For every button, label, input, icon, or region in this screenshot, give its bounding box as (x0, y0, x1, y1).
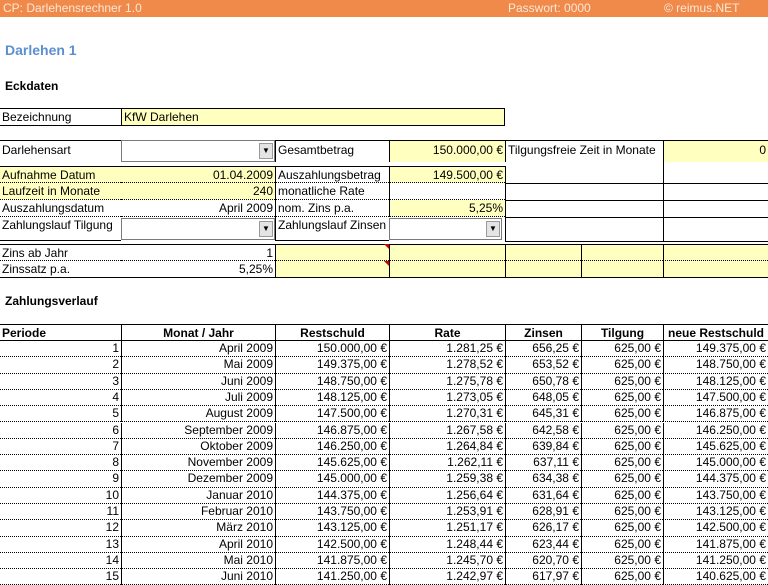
cell-zinsen: 650,78 € (505, 374, 581, 390)
cell-periode: 14 (0, 553, 121, 569)
zahlungsverlauf-table (0, 324, 768, 584)
col-header-zinsen: Zinsen (505, 324, 581, 341)
grid-line (663, 140, 664, 241)
cell-rate: 1.273,05 € (389, 390, 505, 406)
cell-periode: 15 (0, 569, 121, 585)
cell-rate: 1.253,91 € (389, 504, 505, 520)
darlehensart-label: Darlehensart (0, 140, 121, 162)
cell-restschuld: 145.625,00 € (275, 455, 389, 471)
comment-indicator-icon[interactable] (384, 244, 389, 249)
cell-zinsen: 628,91 € (505, 504, 581, 520)
cell-neue-restschuld: 146.875,00 € (663, 406, 768, 422)
cell-zinsen: 642,58 € (505, 423, 581, 439)
cell-neue-restschuld: 145.625,00 € (663, 439, 768, 455)
cell-periode: 6 (0, 423, 121, 439)
cell-restschuld: 147.500,00 € (275, 406, 389, 422)
zins-stufe-cell[interactable] (505, 244, 581, 261)
cell-restschuld: 144.375,00 € (275, 488, 389, 504)
cell-zinsen: 626,17 € (505, 520, 581, 536)
cell-neue-restschuld: 148.750,00 € (663, 357, 768, 373)
cell-restschuld: 148.750,00 € (275, 374, 389, 390)
cell-rate: 1.281,25 € (389, 341, 505, 357)
cell-monat: Oktober 2009 (121, 439, 275, 455)
app-title: CP: Darlehensrechner 1.0 (3, 1, 142, 15)
nomzins-value: 5,25% (389, 200, 505, 217)
col-header-restschuld: Restschuld (275, 324, 389, 341)
aufnahme-label: Aufnahme Datum (0, 166, 121, 183)
cell-zinsen: 631,64 € (505, 488, 581, 504)
zinssatz-stufe-cell[interactable] (389, 261, 505, 278)
cell-monat: Juli 2009 (121, 390, 275, 406)
cell-periode: 4 (0, 390, 121, 406)
cell-zinsen: 620,70 € (505, 553, 581, 569)
cell-periode: 9 (0, 471, 121, 487)
cell-restschuld: 142.500,00 € (275, 537, 389, 553)
cell-rate: 1.259,38 € (389, 471, 505, 487)
col-header-tilgung: Tilgung (581, 324, 663, 341)
cell-restschuld: 141.250,00 € (275, 569, 389, 585)
cell-periode: 13 (0, 537, 121, 553)
bezeichnung-label: Bezeichnung (0, 108, 121, 126)
cell-rate: 1.256,64 € (389, 488, 505, 504)
zinssatz-stufe-cell[interactable] (581, 261, 663, 278)
darlehensart-dropdown[interactable] (121, 140, 275, 162)
chevron-down-icon[interactable]: ▼ (486, 221, 500, 237)
cell-tilgung: 625,00 € (581, 537, 663, 553)
app-title-bar (0, 0, 768, 17)
cell-rate: 1.245,70 € (389, 553, 505, 569)
chevron-down-icon[interactable]: ▼ (259, 221, 273, 237)
cell-rate: 1.267,58 € (389, 423, 505, 439)
cell-tilgung: 625,00 € (581, 569, 663, 585)
cell-periode: 3 (0, 374, 121, 390)
rate-label: monatliche Rate (275, 183, 389, 200)
cell-neue-restschuld: 148.125,00 € (663, 374, 768, 390)
zinssatz-stufe-cell[interactable] (505, 261, 581, 278)
eckdaten-heading: Eckdaten (5, 79, 59, 93)
grid-line (505, 166, 506, 241)
cell-monat: August 2009 (121, 406, 275, 422)
cell-monat: November 2009 (121, 455, 275, 471)
cell-zinsen: 639,84 € (505, 439, 581, 455)
laufzeit-input[interactable]: 240 (121, 183, 275, 200)
cell-zinsen: 634,38 € (505, 471, 581, 487)
cell-neue-restschuld: 141.875,00 € (663, 537, 768, 553)
zins-ab-value: 1 (121, 244, 275, 261)
cell-zinsen: 656,25 € (505, 341, 581, 357)
cell-periode: 10 (0, 488, 121, 504)
cell-rate: 1.264,84 € (389, 439, 505, 455)
cell-tilgung: 625,00 € (581, 471, 663, 487)
zahlungslauf-tilgung-dropdown[interactable] (121, 218, 275, 240)
grid-line (505, 183, 768, 184)
nomzins-label: nom. Zins p.a. (275, 200, 389, 217)
zahlungslauf-zinsen-dropdown[interactable] (389, 218, 502, 240)
cell-restschuld: 143.750,00 € (275, 504, 389, 520)
cell-rate: 1.262,11 € (389, 455, 505, 471)
cell-rate: 1.278,52 € (389, 357, 505, 373)
chevron-down-icon[interactable]: ▼ (259, 143, 273, 159)
grid-line (505, 217, 768, 218)
cell-periode: 1 (0, 341, 121, 357)
laufzeit-label: Laufzeit in Monate (0, 183, 121, 200)
col-header-neue-restschuld: neue Restschuld (663, 324, 768, 341)
cell-tilgung: 625,00 € (581, 553, 663, 569)
password-label: Passwort: 0000 (508, 1, 591, 15)
zins-ab-label: Zins ab Jahr (0, 244, 121, 261)
cell-monat: April 2009 (121, 341, 275, 357)
auszahlungsdatum-value: April 2009 (121, 200, 275, 217)
cell-rate: 1.251,17 € (389, 520, 505, 536)
zinssatz-stufe-cell[interactable] (275, 261, 389, 278)
auszahlungsbetrag-value: 149.500,00 € (389, 166, 505, 183)
cell-tilgung: 625,00 € (581, 520, 663, 536)
cell-rate: 1.275,78 € (389, 374, 505, 390)
tilgungsfrei-input[interactable]: 0 (663, 140, 768, 162)
cell-tilgung: 625,00 € (581, 341, 663, 357)
zinssatz-label: Zinssatz p.a. (0, 261, 121, 278)
zins-stufe-cell[interactable] (389, 244, 505, 261)
cell-neue-restschuld: 144.375,00 € (663, 471, 768, 487)
cell-tilgung: 625,00 € (581, 488, 663, 504)
cell-tilgung: 625,00 € (581, 374, 663, 390)
cell-neue-restschuld: 143.125,00 € (663, 504, 768, 520)
col-header-periode: Periode (0, 324, 121, 341)
auszahlungsbetrag-label: Auszahlungsbetrag (275, 166, 389, 183)
cell-zinsen: 653,52 € (505, 357, 581, 373)
cell-neue-restschuld: 147.500,00 € (663, 390, 768, 406)
cell-monat: Juni 2009 (121, 374, 275, 390)
cell-periode: 12 (0, 520, 121, 536)
cell-tilgung: 625,00 € (581, 357, 663, 373)
cell-restschuld: 148.125,00 € (275, 390, 389, 406)
cell-zinsen: 637,11 € (505, 455, 581, 471)
comment-indicator-icon[interactable] (384, 261, 389, 266)
cell-zinsen: 645,31 € (505, 406, 581, 422)
cell-tilgung: 625,00 € (581, 406, 663, 422)
cell-neue-restschuld: 143.750,00 € (663, 488, 768, 504)
gesamtbetrag-label: Gesamtbetrag (275, 140, 389, 162)
cell-neue-restschuld: 142.500,00 € (663, 520, 768, 536)
cell-neue-restschuld: 141.250,00 € (663, 553, 768, 569)
cell-zinsen: 623,44 € (505, 537, 581, 553)
cell-restschuld: 149.375,00 € (275, 357, 389, 373)
copyright-label: © reimus.NET (664, 1, 740, 15)
aufnahme-input[interactable]: 01.04.2009 (121, 166, 275, 183)
cell-restschuld: 145.000,00 € (275, 471, 389, 487)
grid-line (505, 241, 768, 242)
cell-tilgung: 625,00 € (581, 390, 663, 406)
cell-rate: 1.270,31 € (389, 406, 505, 422)
cell-neue-restschuld: 146.250,00 € (663, 423, 768, 439)
cell-periode: 8 (0, 455, 121, 471)
cell-tilgung: 625,00 € (581, 439, 663, 455)
cell-zinsen: 648,05 € (505, 390, 581, 406)
cell-monat: Februar 2010 (121, 504, 275, 520)
cell-restschuld: 146.250,00 € (275, 439, 389, 455)
bezeichnung-input[interactable]: KfW Darlehen (121, 108, 505, 126)
zins-stufe-cell[interactable] (663, 244, 768, 261)
zahlungslauf-zinsen-label: Zahlungslauf Zinsen (275, 217, 389, 241)
cell-rate: 1.242,97 € (389, 569, 505, 585)
rate-value (389, 183, 505, 200)
zahlungslauf-tilgung-label: Zahlungslauf Tilgung (0, 217, 121, 241)
cell-monat: Mai 2010 (121, 553, 275, 569)
grid-line (505, 200, 768, 201)
cell-neue-restschuld: 140.625,00 € (663, 569, 768, 585)
cell-restschuld: 150.000,00 € (275, 341, 389, 357)
cell-monat: Juni 2010 (121, 569, 275, 585)
col-header-monat: Monat / Jahr (121, 324, 275, 341)
zins-stufe-cell[interactable] (581, 244, 663, 261)
sheet-title: Darlehen 1 (5, 42, 77, 58)
cell-restschuld: 146.875,00 € (275, 423, 389, 439)
cell-monat: Mai 2009 (121, 357, 275, 373)
col-header-rate: Rate (389, 324, 505, 341)
cell-periode: 11 (0, 504, 121, 520)
auszahlungsdatum-label: Auszahlungsdatum (0, 200, 121, 217)
cell-tilgung: 625,00 € (581, 455, 663, 471)
cell-restschuld: 143.125,00 € (275, 520, 389, 536)
cell-monat: März 2010 (121, 520, 275, 536)
cell-restschuld: 141.875,00 € (275, 553, 389, 569)
cell-neue-restschuld: 145.000,00 € (663, 455, 768, 471)
cell-tilgung: 625,00 € (581, 423, 663, 439)
zinssatz-value: 5,25% (121, 261, 275, 278)
cell-periode: 7 (0, 439, 121, 455)
cell-monat: April 2010 (121, 537, 275, 553)
zins-stufe-cell[interactable] (275, 244, 389, 261)
cell-monat: Januar 2010 (121, 488, 275, 504)
cell-tilgung: 625,00 € (581, 504, 663, 520)
zahlungsverlauf-heading: Zahlungsverlauf (5, 294, 98, 308)
gesamtbetrag-input[interactable]: 150.000,00 € (389, 140, 505, 162)
cell-monat: Dezember 2009 (121, 471, 275, 487)
zinssatz-stufe-cell[interactable] (663, 261, 768, 278)
cell-periode: 2 (0, 357, 121, 373)
cell-rate: 1.248,44 € (389, 537, 505, 553)
cell-monat: September 2009 (121, 423, 275, 439)
tilgungsfrei-label: Tilgungsfreie Zeit in Monate (505, 140, 663, 162)
cell-periode: 5 (0, 406, 121, 422)
cell-neue-restschuld: 149.375,00 € (663, 341, 768, 357)
cell-zinsen: 617,97 € (505, 569, 581, 585)
